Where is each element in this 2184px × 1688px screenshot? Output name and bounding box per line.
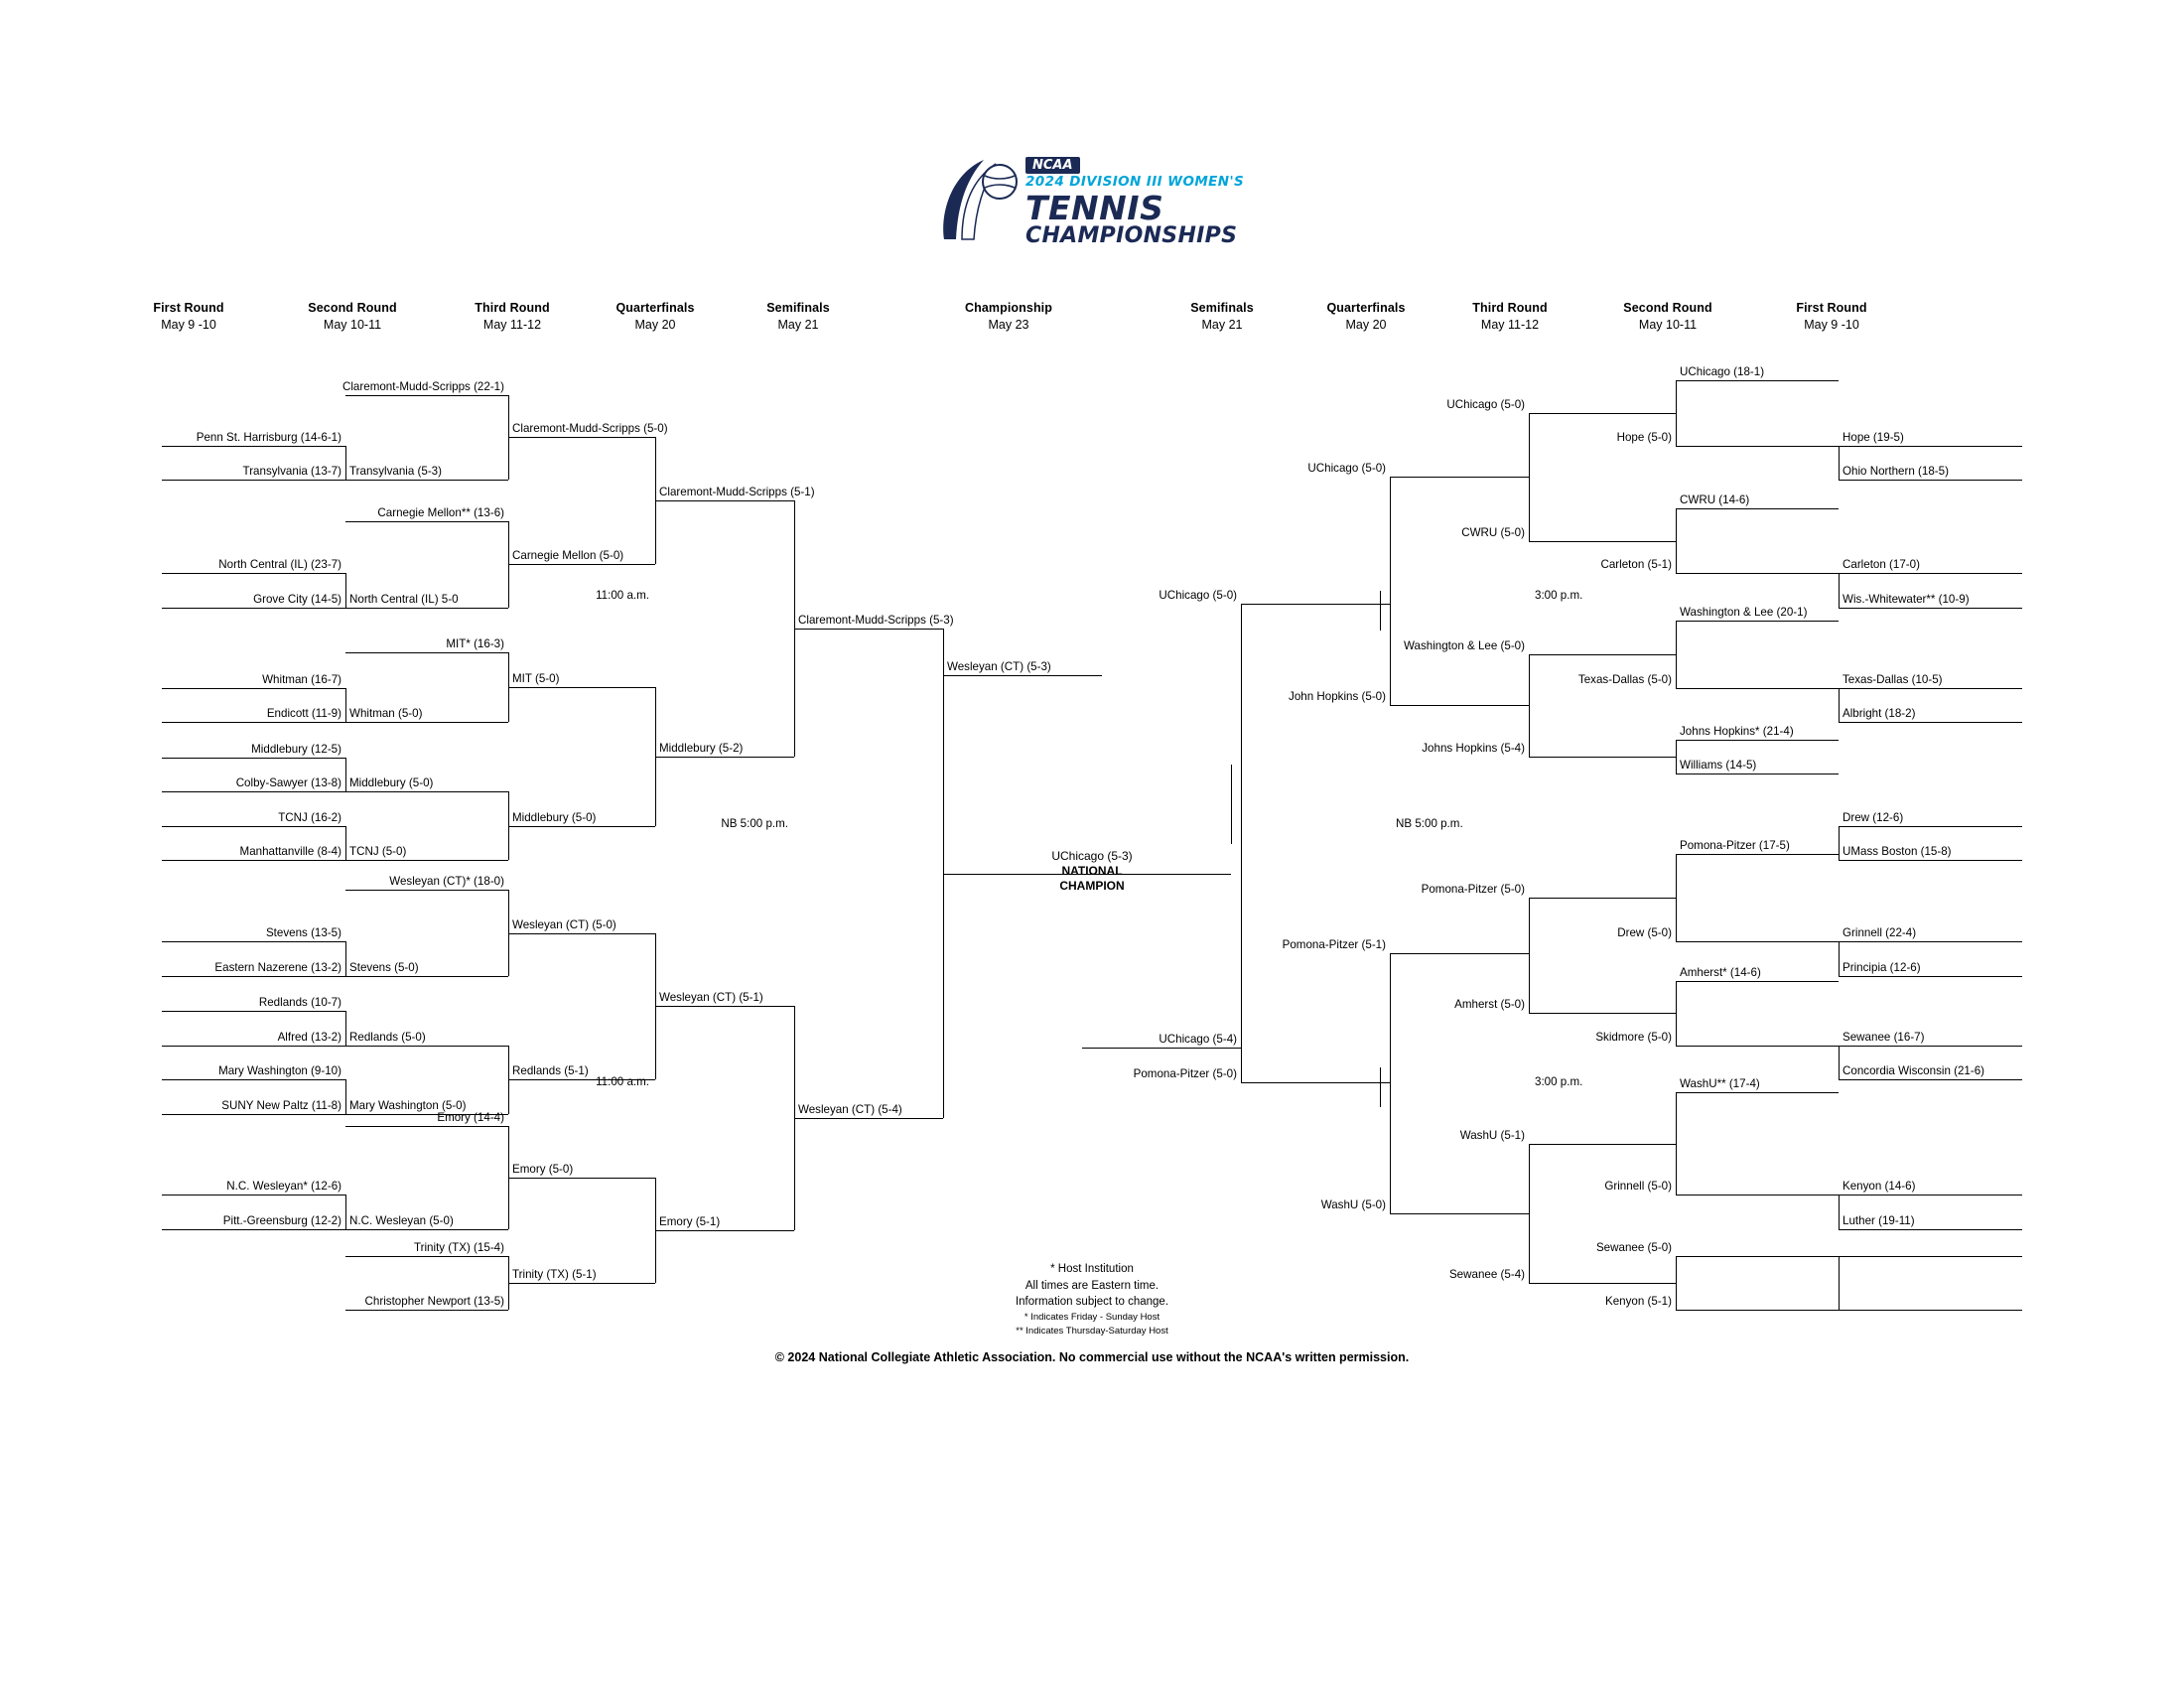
round-header-date: May 21	[777, 318, 819, 332]
left-quarterfinal-slot-1: Claremont-Mudd-Scripps (5-1)	[659, 486, 815, 498]
right-first-round-slot-7: Drew (12-6)	[1843, 811, 1904, 824]
bracket-connector	[1839, 860, 2022, 861]
bracket-connector	[162, 1011, 345, 1012]
right-second-round-slot-7: Sewanee (5-0)	[1595, 1241, 1672, 1254]
bracket-connector	[508, 933, 655, 934]
bracket-connector	[345, 1195, 346, 1229]
bracket-connector	[1241, 1082, 1390, 1083]
left-second-round-slot-6: Stevens (5-0)	[349, 961, 419, 974]
footnote-times: All times are Eastern time.	[1024, 1279, 1160, 1292]
left-second-round-slot-1: Transylvania (5-3)	[349, 465, 442, 478]
bracket-connector	[1839, 1046, 1840, 1079]
bracket-connector	[1380, 1067, 1381, 1107]
bracket-connector	[162, 1195, 345, 1196]
bracket-connector	[162, 1229, 345, 1230]
bracket-connector	[508, 1178, 655, 1179]
ncaa-wordmark: NCAA	[1025, 157, 1080, 174]
bracket-connector	[162, 826, 345, 827]
left-third-round-slot-2: Carnegie Mellon (5-0)	[512, 549, 624, 562]
bracket-connector	[162, 976, 345, 977]
round-header-title: Quarterfinals	[615, 301, 695, 315]
right-quarterfinal-slot-3: Pomona-Pitzer (5-1)	[1282, 938, 1386, 951]
left-first-round-slot-2: Transylvania (13-7)	[242, 465, 341, 478]
bracket-connector	[1676, 688, 1839, 689]
bracket-connector	[1676, 1256, 1677, 1310]
bracket-connector	[1529, 1144, 1530, 1283]
round-header-1	[109, 301, 268, 332]
bracket-connector	[1839, 446, 1840, 480]
footnotes	[864, 1261, 1320, 1338]
bracket-connector	[345, 652, 508, 653]
bracket-connector	[345, 791, 508, 792]
left-quarterfinal-time-2: 11:00 a.m.	[596, 1075, 649, 1088]
left-bye-slot-6: Trinity (TX) (15-4)	[413, 1241, 504, 1254]
bracket-connector	[1231, 765, 1232, 844]
right-quarterfinal-slot-4: WashU (5-0)	[1320, 1198, 1386, 1211]
left-first-round-slot-5: Whitman (16-7)	[262, 673, 341, 686]
round-header-date: May 20	[634, 318, 676, 332]
left-bye-slot-4: Wesleyan (CT)* (18-0)	[389, 875, 504, 888]
left-first-round-slot-17: N.C. Wesleyan* (12-6)	[226, 1180, 341, 1193]
bracket-connector	[345, 1046, 508, 1047]
bracket-connector	[345, 1126, 508, 1127]
right-semifinal-slot-2: Pomona-Pitzer (5-0)	[1133, 1067, 1237, 1080]
left-second-round-slot-3: Whitman (5-0)	[349, 707, 423, 720]
bracket-connector	[345, 941, 346, 976]
right-semifinal-slot-1: UChicago (5-0)	[1159, 589, 1237, 602]
right-second-round-slot-6: Grinnell (5-0)	[1604, 1180, 1672, 1193]
bracket-connector	[1676, 446, 1839, 447]
right-first-round-slot-13: Kenyon (14-6)	[1843, 1180, 1916, 1193]
bracket-connector	[1676, 1310, 1839, 1311]
left-bye-slot-2: Carnegie Mellon** (13-6)	[377, 506, 504, 519]
round-header-title: First Round	[153, 301, 224, 315]
right-quarterfinal-time-2: 3:00 p.m.	[1535, 1075, 1583, 1088]
right-second-round-slot-8: Kenyon (5-1)	[1604, 1295, 1672, 1308]
right-third-round-slot-6: Amherst (5-0)	[1454, 998, 1525, 1011]
right-first-round-slot-6: Albright (18-2)	[1843, 707, 1916, 720]
left-bye-slot-7: Christopher Newport (13-5)	[364, 1295, 504, 1308]
bracket-connector	[1839, 573, 2022, 574]
bracket-connector	[345, 480, 508, 481]
bracket-connector	[943, 675, 1102, 676]
bracket-connector	[345, 688, 346, 722]
right-first-round-slot-4: Wis.-Whitewater** (10-9)	[1843, 593, 1970, 606]
bracket-connector	[1241, 604, 1242, 1082]
bracket-connector	[345, 1256, 508, 1257]
bracket-connector	[1529, 757, 1676, 758]
left-quarterfinal-slot-3: Wesleyan (CT) (5-1)	[659, 991, 763, 1004]
round-header-title: First Round	[1796, 301, 1867, 315]
bracket-connector	[1676, 981, 1839, 982]
bracket-connector	[345, 446, 346, 480]
right-second-round-slot-1: Hope (5-0)	[1616, 431, 1672, 444]
right-bye-slot-7: Amherst* (14-6)	[1680, 966, 1761, 979]
bracket-connector	[1839, 1256, 1840, 1310]
bracket-connector	[1390, 477, 1391, 705]
bracket-connector	[1529, 1144, 1676, 1145]
round-header-date: May 11-12	[482, 318, 542, 332]
bracket-connector	[1082, 1048, 1241, 1049]
left-first-round-slot-13: Redlands (10-7)	[258, 996, 341, 1009]
bracket-connector	[655, 1006, 794, 1007]
round-header-title: Semifinals	[766, 301, 830, 315]
bracket-connector	[1839, 688, 2022, 689]
right-first-round-slot-12: Concordia Wisconsin (21-6)	[1843, 1064, 1985, 1077]
footnote-host: * Host Institution	[1050, 1263, 1134, 1275]
bracket-connector	[1839, 826, 2022, 827]
left-quarterfinal-slot-2: Middlebury (5-2)	[659, 742, 744, 755]
right-second-round-slot-5: Skidmore (5-0)	[1595, 1031, 1672, 1044]
bracket-connector	[162, 573, 345, 574]
logo-text-block	[1025, 156, 1249, 247]
right-third-round-slot-7: WashU (5-1)	[1459, 1129, 1525, 1142]
bracket-connector	[345, 826, 346, 860]
right-semifinal-time: NB 5:00 p.m.	[1396, 817, 1463, 830]
left-first-round-slot-14: Alfred (13-2)	[277, 1031, 341, 1044]
bracket-connector	[345, 976, 508, 977]
bracket-connector	[1529, 541, 1676, 542]
bracket-connector	[162, 608, 345, 609]
bracket-connector	[1676, 854, 1839, 855]
bracket-connector	[162, 1046, 345, 1047]
bracket-connector	[794, 1118, 943, 1119]
national-champion-block	[928, 849, 1256, 894]
logo-subtitle: 2024 DIVISION III WOMEN'S	[1025, 174, 1245, 190]
bracket-connector	[1839, 1256, 2022, 1257]
left-first-round-slot-9: TCNJ (16-2)	[278, 811, 341, 824]
bracket-connector	[1390, 477, 1529, 478]
round-header-date: May 20	[1345, 318, 1387, 332]
bracket-connector	[508, 437, 655, 438]
right-first-round-slot-8: UMass Boston (15-8)	[1843, 845, 1952, 858]
logo-championships: CHAMPIONSHIPS	[1025, 223, 1238, 248]
round-header-6	[929, 301, 1088, 332]
round-header-7	[1143, 301, 1301, 332]
bracket-connector	[1839, 826, 1840, 860]
bracket-connector	[162, 446, 345, 447]
left-second-round-slot-2: North Central (IL) 5-0	[349, 593, 459, 606]
logo-sport: TENNIS	[1025, 189, 1164, 227]
left-third-round-slot-4: Middlebury (5-0)	[512, 811, 597, 824]
right-bye-slot-2: CWRU (14-6)	[1680, 493, 1750, 506]
right-first-round-slot-1: Hope (19-5)	[1843, 431, 1904, 444]
round-header-title: Third Round	[1472, 301, 1548, 315]
bracket-connector	[1839, 1195, 1840, 1229]
right-third-round-slot-5: Pomona-Pitzer (5-0)	[1421, 883, 1525, 896]
bracket-connector	[1676, 1256, 1839, 1257]
bracket-connector	[345, 758, 346, 791]
champion-title-line2: CHAMPION	[1059, 879, 1125, 893]
round-header-title: Championship	[964, 301, 1052, 315]
round-header-title: Quarterfinals	[1326, 301, 1406, 315]
bracket-connector	[1676, 1046, 1839, 1047]
bracket-connector	[1839, 941, 1840, 976]
left-third-round-slot-3: MIT (5-0)	[512, 672, 560, 685]
round-header-title: Second Round	[308, 301, 397, 315]
left-first-round-slot-18: Pitt.-Greensburg (12-2)	[222, 1214, 341, 1227]
round-header-date: May 9 -10	[1804, 318, 1859, 332]
right-bye-slot-6: Pomona-Pitzer (17-5)	[1680, 839, 1790, 852]
bracket-connector	[1390, 705, 1529, 706]
bracket-connector	[1241, 604, 1390, 605]
bracket-connector	[1676, 1092, 1677, 1195]
left-third-round-slot-6: Redlands (5-1)	[512, 1064, 589, 1077]
bracket-connector	[162, 791, 345, 792]
left-third-round-slot-5: Wesleyan (CT) (5-0)	[512, 918, 616, 931]
left-bye-slot-1: Claremont-Mudd-Scripps (22-1)	[341, 380, 504, 393]
left-semifinal-time: NB 5:00 p.m.	[721, 817, 788, 830]
bracket-connector	[1529, 1283, 1676, 1284]
bracket-connector	[345, 890, 508, 891]
bracket-connector	[1676, 1195, 1839, 1196]
bracket-connector	[1839, 722, 2022, 723]
left-semifinal-slot-1: Claremont-Mudd-Scripps (5-3)	[798, 614, 954, 627]
right-third-round-slot-1: UChicago (5-0)	[1446, 398, 1525, 411]
bracket-connector	[1676, 380, 1677, 446]
left-quarterfinal-time-1: 11:00 a.m.	[596, 589, 649, 602]
bracket-connector	[1839, 446, 2022, 447]
bracket-connector	[1529, 1013, 1676, 1014]
footnote-thu-sat-host: ** Indicates Thursday-Saturday Host	[1016, 1325, 1168, 1336]
left-second-round-slot-5: TCNJ (5-0)	[349, 845, 407, 858]
ncaa-swoosh-icon	[938, 152, 1029, 243]
round-header-4	[576, 301, 735, 332]
left-first-round-slot-11: Stevens (13-5)	[265, 926, 341, 939]
bracket-connector	[1676, 981, 1677, 1046]
bracket-connector	[1529, 654, 1530, 757]
right-bye-slot-3: Washington & Lee (20-1)	[1680, 606, 1808, 619]
round-header-title: Semifinals	[1190, 301, 1254, 315]
footnote-fri-sun-host: * Indicates Friday - Sunday Host	[1024, 1312, 1160, 1324]
right-third-round-slot-3: Washington & Lee (5-0)	[1403, 639, 1525, 652]
bracket-connector	[1839, 1310, 2022, 1311]
bracket-connector	[1676, 854, 1677, 941]
bracket-connector	[345, 521, 508, 522]
bracket-connector	[1676, 508, 1677, 573]
bracket-connector	[1676, 740, 1677, 774]
bracket-connector	[345, 395, 508, 396]
round-header-2	[273, 301, 432, 332]
left-first-round-slot-7: Middlebury (12-5)	[251, 743, 341, 756]
round-header-date: May 11-12	[1480, 318, 1540, 332]
round-header-date: May 10-11	[1638, 318, 1698, 332]
left-first-round-slot-1: Penn St. Harrisburg (14-6-1)	[196, 431, 341, 444]
right-bye-slot-5: Williams (14-5)	[1680, 759, 1757, 772]
round-header-date: May 9 -10	[161, 318, 216, 332]
bracket-connector	[1839, 608, 2022, 609]
bracket-connector	[345, 722, 508, 723]
bracket-connector	[1380, 591, 1381, 631]
championship-logo	[938, 144, 1246, 253]
bracket-connector	[162, 941, 345, 942]
bracket-connector	[345, 1229, 508, 1230]
bracket-connector	[508, 564, 655, 565]
left-semifinal-slot-2: Wesleyan (CT) (5-4)	[798, 1103, 902, 1116]
right-second-round-slot-4: Drew (5-0)	[1617, 926, 1672, 939]
left-first-round-slot-6: Endicott (11-9)	[266, 707, 341, 720]
round-header-date: May 21	[1201, 318, 1243, 332]
left-second-round-slot-9: N.C. Wesleyan (5-0)	[349, 1214, 454, 1227]
bracket-connector	[1390, 1213, 1529, 1214]
round-header-date: May 10-11	[323, 318, 382, 332]
bracket-connector	[508, 687, 655, 688]
right-third-round-slot-8: Sewanee (5-4)	[1448, 1268, 1525, 1281]
right-quarterfinal-slot-1: UChicago (5-0)	[1307, 462, 1386, 475]
bracket-connector	[1676, 621, 1677, 688]
bracket-connector	[1839, 688, 1840, 722]
round-header-title: Second Round	[1623, 301, 1712, 315]
bracket-connector	[655, 757, 794, 758]
right-third-round-slot-4: Johns Hopkins (5-4)	[1422, 742, 1525, 755]
bracket-connector	[1676, 1092, 1839, 1093]
right-first-round-slot-11: Sewanee (16-7)	[1843, 1031, 1925, 1044]
left-first-round-slot-10: Manhattanville (8-4)	[239, 845, 341, 858]
bracket-connector	[1529, 413, 1676, 414]
bracket-connector	[655, 500, 794, 501]
champion-name: UChicago (5-3)	[1051, 849, 1133, 863]
bracket-connector	[162, 860, 345, 861]
right-quarterfinal-slot-2: John Hopkins (5-0)	[1289, 690, 1386, 703]
bracket-connector	[794, 629, 943, 630]
bracket-connector	[1839, 941, 2022, 942]
bracket-connector	[1529, 654, 1676, 655]
bracket-connector	[1676, 508, 1839, 509]
bracket-connector	[162, 480, 345, 481]
left-second-round-slot-8: Mary Washington (5-0)	[349, 1099, 467, 1112]
left-third-round-slot-7: Emory (5-0)	[512, 1163, 574, 1176]
right-first-round-slot-10: Principia (12-6)	[1843, 961, 1921, 974]
bracket-connector	[1529, 898, 1676, 899]
round-header-title: Third Round	[475, 301, 550, 315]
right-second-round-slot-2: Carleton (5-1)	[1600, 558, 1672, 571]
round-header-11	[1752, 301, 1911, 332]
bracket-connector	[345, 1011, 346, 1046]
bracket-connector	[1839, 1079, 2022, 1080]
left-first-round-slot-8: Colby-Sawyer (13-8)	[235, 776, 341, 789]
bracket-connector	[508, 1283, 655, 1284]
round-header-9	[1431, 301, 1589, 332]
round-header-5	[719, 301, 878, 332]
right-quarterfinal-time-1: 3:00 p.m.	[1535, 589, 1583, 602]
round-header-10	[1588, 301, 1747, 332]
bracket-connector	[1676, 740, 1839, 741]
bracket-connector	[655, 1230, 794, 1231]
bracket-connector	[1839, 480, 2022, 481]
bracket-connector	[1839, 976, 2022, 977]
right-third-round-slot-2: CWRU (5-0)	[1461, 526, 1525, 539]
round-header-date: May 23	[988, 318, 1029, 332]
bracket-connector	[1529, 898, 1530, 1013]
bracket-connector	[345, 1310, 508, 1311]
right-first-round-slot-3: Carleton (17-0)	[1843, 558, 1920, 571]
bracket-connector	[1676, 380, 1839, 381]
right-bye-slot-1: UChicago (18-1)	[1680, 365, 1765, 378]
bracket-connector	[162, 688, 345, 689]
right-final-slot: UChicago (5-4)	[1159, 1033, 1237, 1046]
left-second-round-slot-7: Redlands (5-0)	[349, 1031, 426, 1044]
left-first-round-slot-12: Eastern Nazerene (13-2)	[214, 961, 341, 974]
bracket-connector	[1839, 573, 1840, 608]
left-first-round-slot-16: SUNY New Paltz (11-8)	[221, 1099, 341, 1112]
footnote-subject-to-change: Information subject to change.	[1015, 1296, 1169, 1309]
champion-title-line1: NATIONAL	[1061, 864, 1123, 878]
bracket-connector	[1839, 1046, 2022, 1047]
left-first-round-slot-4: Grove City (14-5)	[253, 593, 341, 606]
bracket-connector	[162, 758, 345, 759]
bracket-connector	[1390, 953, 1529, 954]
bracket-connector	[345, 860, 508, 861]
right-first-round-slot-2: Ohio Northern (18-5)	[1843, 465, 1949, 478]
bracket-connector	[1676, 621, 1839, 622]
left-second-round-slot-4: Middlebury (5-0)	[349, 776, 434, 789]
bracket-connector	[345, 608, 508, 609]
left-first-round-slot-15: Mary Washington (9-10)	[218, 1064, 341, 1077]
left-bye-slot-5: Emory (14-4)	[437, 1111, 504, 1124]
left-quarterfinal-slot-4: Emory (5-1)	[659, 1215, 721, 1228]
bracket-connector	[1676, 941, 1839, 942]
right-first-round-slot-5: Texas-Dallas (10-5)	[1843, 673, 1943, 686]
bracket-connector	[1390, 953, 1391, 1213]
bracket-connector	[1839, 1229, 2022, 1230]
left-final-slot: Wesleyan (CT) (5-3)	[947, 660, 1051, 673]
right-first-round-slot-9: Grinnell (22-4)	[1843, 926, 1917, 939]
right-second-round-slot-3: Texas-Dallas (5-0)	[1577, 673, 1672, 686]
left-third-round-slot-1: Claremont-Mudd-Scripps (5-0)	[512, 422, 668, 435]
right-bye-slot-8: WashU** (17-4)	[1680, 1077, 1760, 1090]
left-third-round-slot-8: Trinity (TX) (5-1)	[512, 1268, 597, 1281]
round-header-3	[433, 301, 592, 332]
bracket-connector	[1676, 573, 1839, 574]
left-bye-slot-3: MIT* (16-3)	[446, 637, 504, 650]
left-first-round-slot-3: North Central (IL) (23-7)	[218, 558, 341, 571]
right-bye-slot-4: Johns Hopkins* (21-4)	[1680, 725, 1794, 738]
bracket-connector	[162, 722, 345, 723]
right-first-round-slot-14: Luther (19-11)	[1843, 1214, 1915, 1227]
copyright-line: © 2024 National Collegiate Athletic Association. No commercial use without the NCAA's written permission.	[774, 1350, 1410, 1364]
bracket-connector	[1839, 1195, 2022, 1196]
round-header-8	[1287, 301, 1445, 332]
